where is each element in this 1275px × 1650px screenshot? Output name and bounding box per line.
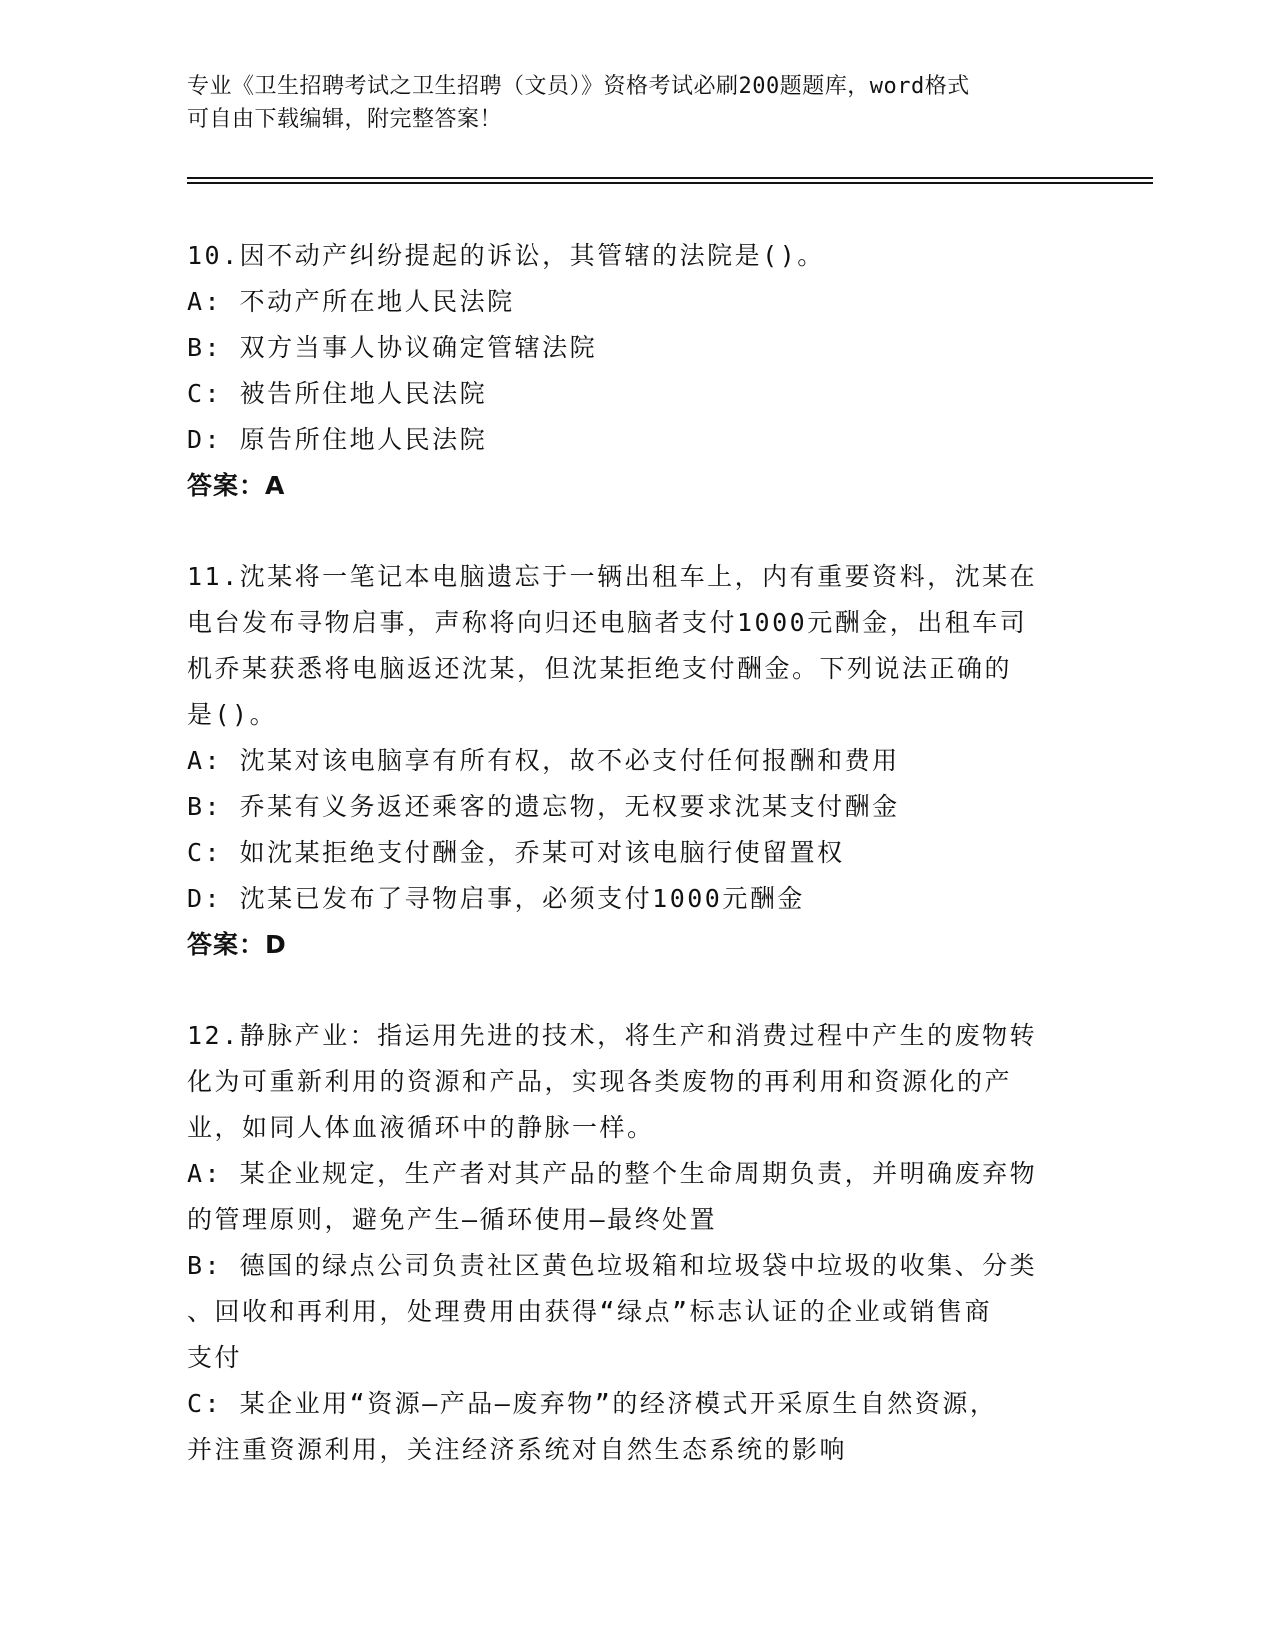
question-stem-line: 业，如同人体血液循环中的静脉一样。 <box>187 1113 655 1142</box>
header-line-2: 可自由下载编辑，附完整答案！ <box>187 107 503 132</box>
option-b: B: 德国的绿点公司负责社区黄色垃圾箱和垃圾袋中垃圾的收集、分类 <box>187 1251 1038 1280</box>
option-c: C: 如沈某拒绝支付酬金，乔某可对该电脑行使留置权 <box>187 838 845 867</box>
question-10 <box>187 233 1067 509</box>
answer-label: 答案：A <box>187 471 286 500</box>
option-a: A: 沈某对该电脑享有所有权，故不必支付任何报酬和费用 <box>187 746 900 775</box>
answer-label: 答案：D <box>187 930 287 959</box>
question-stem-line: 化为可重新利用的资源和产品，实现各类废物的再利用和资源化的产 <box>187 1067 1013 1096</box>
option-b-continued: 、回收和再利用，处理费用由获得“绿点”标志认证的企业或销售商 <box>187 1297 993 1326</box>
option-b: B: 乔某有义务返还乘客的遗忘物，无权要求沈某支付酬金 <box>187 792 900 821</box>
question-list <box>187 233 1067 1518</box>
option-d: D: 沈某已发布了寻物启事，必须支付1000元酬金 <box>187 884 805 913</box>
option-b: B: 双方当事人协议确定管辖法院 <box>187 333 598 362</box>
question-stem-line: 12.静脉产业：指运用先进的技术，将生产和消费过程中产生的废物转 <box>187 1021 1038 1050</box>
question-stem-line: 11.沈某将一笔记本电脑遗忘于一辆出租车上，内有重要资料，沈某在 <box>187 562 1038 591</box>
option-c-continued: 并注重资源利用，关注经济系统对自然生态系统的影响 <box>187 1435 848 1464</box>
question-stem-line: 10.因不动产纠纷提起的诉讼，其管辖的法院是()。 <box>187 241 825 270</box>
question-stem-line: 是()。 <box>187 700 278 729</box>
document-header <box>187 70 1067 136</box>
header-line-1: 专业《卫生招聘考试之卫生招聘（文员）》资格考试必刷200题题库，word格式 <box>187 74 970 99</box>
question-11 <box>187 554 1067 968</box>
option-c: C: 被告所住地人民法院 <box>187 379 488 408</box>
option-a-continued: 的管理原则，避免产生—循环使用—最终处置 <box>187 1205 718 1234</box>
option-d: D: 原告所住地人民法院 <box>187 425 488 454</box>
header-divider-bottom <box>187 182 1153 184</box>
question-stem-line: 机乔某获悉将电脑返还沈某，但沈某拒绝支付酬金。下列说法正确的 <box>187 654 1013 683</box>
option-b-continued: 支付 <box>187 1343 243 1372</box>
option-a: A: 某企业规定，生产者对其产品的整个生命周期负责，并明确废弃物 <box>187 1159 1038 1188</box>
option-c: C: 某企业用“资源—产品—废弃物”的经济模式开采原生自然资源， <box>187 1389 998 1418</box>
question-12 <box>187 1013 1067 1473</box>
header-divider-top <box>187 177 1153 179</box>
option-a: A: 不动产所在地人民法院 <box>187 287 515 316</box>
question-stem-line: 电台发布寻物启事，声称将向归还电脑者支付1000元酬金，出租车司 <box>187 608 1028 637</box>
